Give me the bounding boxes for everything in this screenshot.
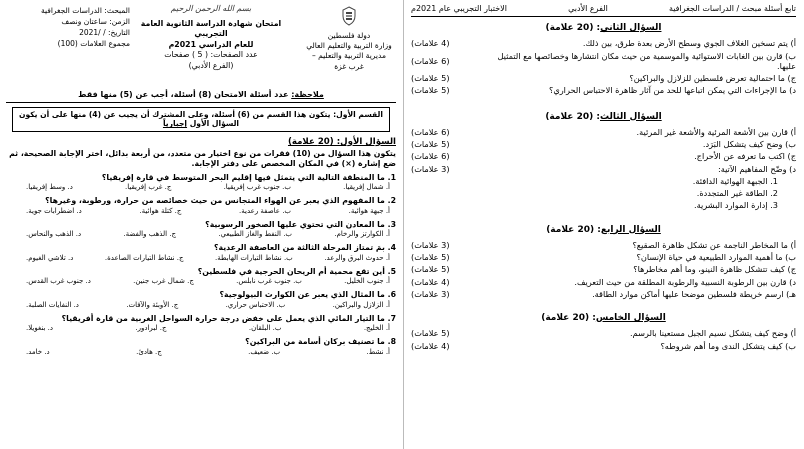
- ministry-block: [304, 6, 394, 72]
- academic-year: للعام الدراسي 2021م: [168, 39, 254, 49]
- palestine-emblem-icon: [340, 6, 358, 26]
- section-instruction: القسم الأول: يتكون هذا القسم من (6) أسئلة، وعلى المشترك أن يجيب عن (4) منها على أن يكون السؤال الأول إجبارياً: [12, 107, 390, 132]
- question-item: أ) وضح كيف يتشكل نسيم الجبل مستعينا بالرسم. (5 علامات): [411, 328, 796, 339]
- question-item: ب) كيف يتشكل الندى وما أهم شروطه؟ (4 علامات): [411, 340, 796, 351]
- question-item: أ) يتم تسخين الغلاف الجوي وسطح الأرض بعدة طرق، بين ذلك. (4 علامات): [411, 38, 796, 49]
- exam-date: التاريخ: / /2021: [79, 27, 130, 37]
- question-1-title: السؤال الأول: (20 علامة): [287, 136, 396, 147]
- concept-item: 2. الطاقة غير المتجددة.: [696, 188, 778, 198]
- question-item: ج) اكتب ما تعرفه عن الأحراج. (6 علامات): [411, 151, 796, 162]
- exam-page-2: [405, 0, 802, 449]
- question-item: د) وضّح المفاهيم الآتية: (3 علامات): [411, 163, 796, 174]
- question-1-instructions: يتكون هذا السؤال من (10) فقرات من نوع اختيار من متعدد، من أربعة بدائل، اختر الإجابة الصحيحة، ثم ضع إشارة (×) في المكان المخصص على دفتر الإجابة.: [9, 148, 396, 169]
- question-item: أ) ما المخاطر الناجمة عن تشكل ظاهرة الصقيع؟ (3 علامات): [411, 239, 796, 250]
- exam-meta: [10, 6, 130, 50]
- header-subject: تابع أسئلة مبحث / الدراسات الجغرافية: [668, 4, 796, 13]
- mcq-item: 6. ما المثال الذي يعبر عن الكوارث البيولوجية؟ أ. الزلازل والبراكين. ب. الاحتباس حراري. ج. الأوبئة والآفات. د. النفايات الصلبة.: [26, 290, 396, 309]
- mcq-item: 5. أين تقع محمية أم الريحان الحرجية في فلسطين؟ أ. جنوب الخليل. ب. جنوب غرب نابلس. ج. شمال غرب جنين. د. جنوب غرب القدس.: [26, 266, 396, 286]
- mcq-item: 2. ما المفهوم الذي يعبر عن الهواء المتجانس من حيث خصائصه من حرارة، ورطوبة، وغيرها؟ أ. جبهة هوائية. ب. عاصفة رعدية. ج. كتلة هوائية. د. اضطرابات جوية.: [26, 196, 396, 215]
- page-count: عدد الصفحات: ( 5 ) صفحات: [164, 50, 258, 60]
- question-5-title: السؤال الخامس: (20 علامة): [541, 313, 666, 323]
- mcq-item: 8. ما تصنيف بركان أسامة من البراكين؟ أ. نشط. ب. ضعيف. ج. هادئ. د. خامد.: [26, 337, 396, 356]
- mcq-item: 3. ما المعادن التي تحتوي عليها الصخور الرسوبية؟ أ. الكوارتز والرخام. ب. النفط والغاز الطبيعي. ج. الذهب والفضة. د. الذهب والنحاس.: [26, 219, 396, 239]
- question-item: ب) قارن بين الغابات الاستوائية والموسمية من حيث مكان انتشارها وخصائصها مع التمثيل عليها. (6 علامات): [411, 50, 796, 71]
- ministry-name: وزارة التربية والتعليم العالي: [306, 41, 392, 51]
- question-2-title: السؤال الثاني: (20 علامة): [545, 23, 662, 33]
- directorate-name: مديرية التربية والتعليم – غرب غزة: [312, 51, 386, 71]
- question-item: د) ما الإجراءات التي يمكن اتباعها للحد من آثار ظاهرة الاحتباس الحراري؟ (5 علامات): [411, 85, 796, 96]
- subject: المبحث: الدراسات الجغرافية: [40, 6, 130, 15]
- country-name: دولة فلسطين: [327, 31, 371, 41]
- mcq-item: 1. ما المنطقة التالية التي يتمثل فيها إقليم البحر المتوسط في قارة إفريقيا؟ أ. شمال إفريقيا. ب. جنوب غرب إفريقيا. ج. غرب إفريقيا. د. وسط إفريقيا.: [26, 172, 396, 192]
- question-item: أ) قارن بين الأشعة المرئية والأشعة غير المرئية. (6 علامات): [411, 126, 796, 137]
- header-exam: الاختبار التجريبي عام 2021م: [411, 4, 507, 13]
- question-item: د) قارن بين الرطوبة النسبية والرطوبة المطلقة من حيث التعريف. (4 علامات): [411, 276, 796, 287]
- question-item: ج) ما احتمالية تعرض فلسطين للزلازل والبراكين؟ (5 علامات): [411, 73, 796, 83]
- question-item: ب) وضح كيف يتشكل البَرَد. (5 علامات): [411, 139, 796, 149]
- exam-note: ملاحظة: عدد أسئلة الامتحان (8) أسئلة، أجب عن (5) منها فقط: [6, 90, 396, 103]
- page-header: [411, 4, 796, 17]
- question-item: هـ) ارسم خريطة فلسطين موضحا عليها أماكن موارد الطاقة. (3 علامات): [411, 288, 796, 299]
- question-item: ب) ما أهمية الموارد الطبيعية في حياة الإنسان؟ (5 علامات): [411, 252, 796, 262]
- question-item: ج) كيف تتشكل ظاهرة النينو، وما أهم مخاطرها؟ (5 علامات): [411, 264, 796, 275]
- question-3-title: السؤال الثالث: (20 علامة): [545, 111, 662, 122]
- question-4-title: السؤال الرابع: (20 علامة): [546, 224, 661, 235]
- basmala: بسم الله الرحمن الرحيم: [170, 4, 252, 13]
- exam-title: امتحان شهادة الدراسة الثانوية العامة التجريبي: [140, 18, 282, 39]
- mcq-item: 4. بمَ تمتاز المرحلة الثالثة من العاصفة الرعدية؟ أ. حدوث البرق والرعد. ب. نشاط التيارات الهابطة. ج. نشاط التيارات الصاعدة. د. تلاشي الغيوم.: [26, 243, 396, 262]
- exam-branch: (الفرع الأدبي): [188, 60, 234, 70]
- exam-title-block: [134, 4, 288, 71]
- total-marks: مجموع العلامات (100): [57, 38, 130, 48]
- mcq-item: 7. ما التيار المائي الذي يعمل على خفض درجة حرارة السواحل الغربية من قارة أفريقيا؟ أ. الخليج. ب. البلقان. ج. لبرادور. د. بنغويلا.: [26, 313, 396, 333]
- exam-letterhead: [6, 0, 396, 88]
- page-divider: [403, 0, 404, 449]
- duration: الزمن: ساعتان ونصف: [61, 16, 130, 26]
- concept-item: 3. إدارة الموارد البشرية.: [693, 200, 778, 211]
- concept-item: 1. الجبهة الهوائية الدافئة.: [692, 175, 778, 186]
- header-branch: الفرع الأدبي: [568, 4, 608, 13]
